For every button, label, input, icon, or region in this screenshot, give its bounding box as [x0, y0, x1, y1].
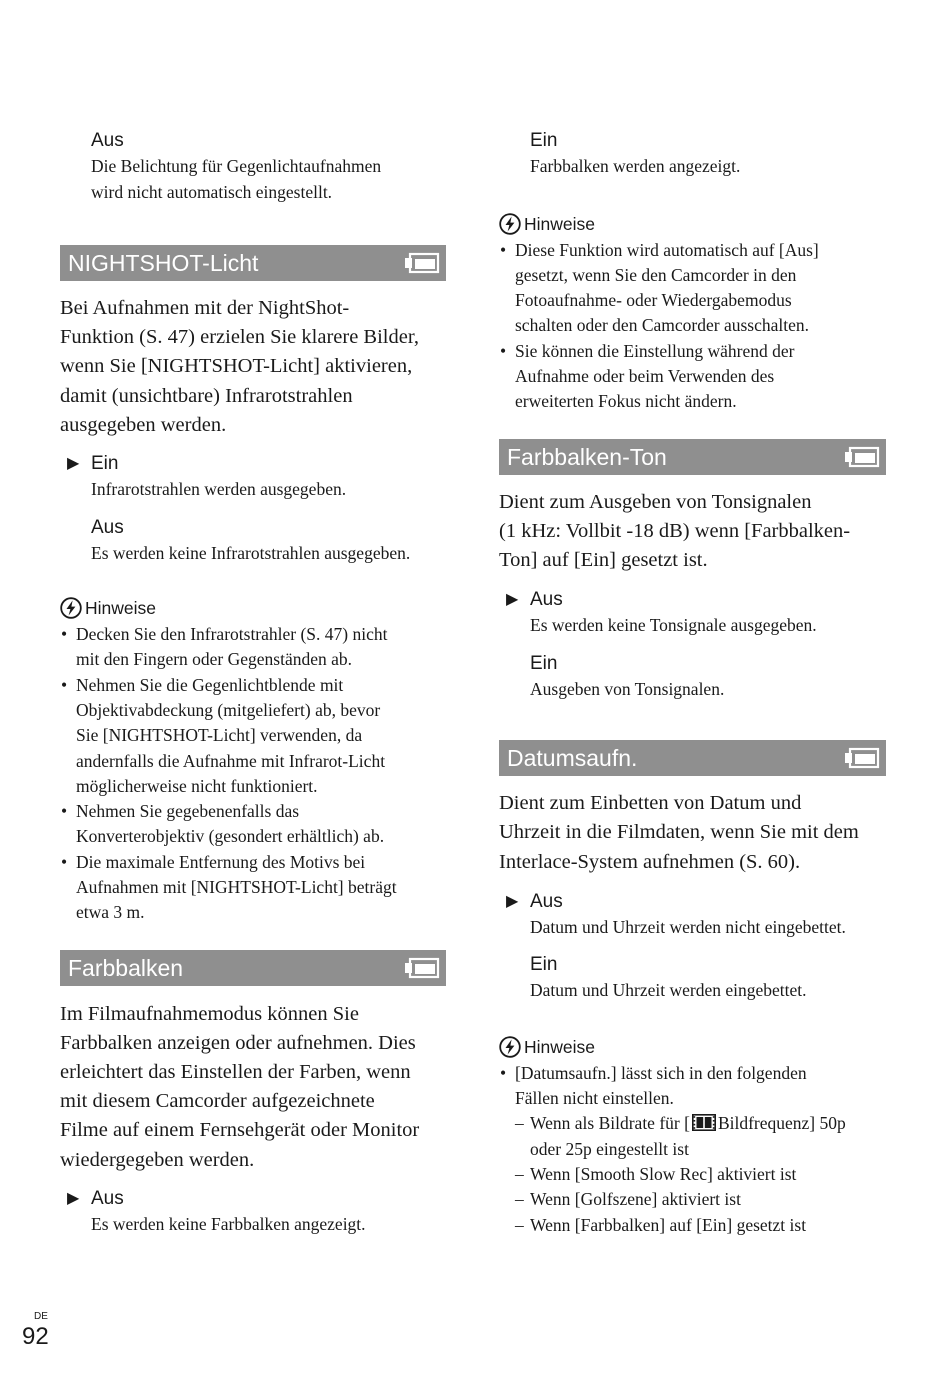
lightning-hint-icon	[499, 1036, 521, 1058]
note-item: • [Datumsaufn.] lässt sich in den folgenden Fällen nicht einstellen. – Wenn als Bildrate für [ Bildfrequenz] 50p oder 25p eingestellt ist – Wenn [Smooth Slow Rec] aktiviert ist – Wenn [Golfszene] aktiviert ist – Wenn [Farbbalken] auf [Ein] gesetzt ist	[499, 1061, 886, 1238]
option-title: Aus	[91, 516, 124, 538]
notes-heading: Hinweise	[524, 213, 595, 234]
option-aus-farbbalken-ton	[506, 587, 886, 639]
notes-nightshot	[60, 596, 446, 926]
farbbalken-ton-body: Dient zum Ausgeben von Tonsignalen (1 kHz: Vollbit -18 dB) wenn [Farbbalken- Ton] auf [Ein] gesetzt ist.	[499, 490, 851, 571]
option-ein-farbbalken	[530, 128, 886, 180]
note-item: • Nehmen Sie gegebenenfalls das Konverterobjektiv (gesondert erhältlich) ab.	[61, 801, 385, 847]
option-title: Aus	[530, 890, 563, 912]
camcorder-mode-icon	[844, 747, 880, 769]
left-column	[60, 128, 446, 1237]
section-header-nightshot	[60, 245, 446, 281]
option-title: Aus	[91, 130, 124, 151]
option-title: Ein	[530, 954, 558, 976]
section-title: Farbbalken-Ton	[507, 443, 667, 470]
option-aus-farbbalken	[67, 1186, 446, 1238]
page-footer	[22, 1311, 49, 1351]
option-title: Aus	[530, 589, 563, 611]
option-desc: Infrarotstrahlen werden ausgegeben.	[91, 479, 347, 500]
option-ein-nightshot	[67, 451, 446, 503]
option-desc: Die Belichtung für Gegenlichtaufnahmen	[91, 156, 382, 176]
option-desc: Es werden keine Farbbalken angezeigt.	[91, 1213, 366, 1234]
camcorder-mode-icon	[404, 252, 440, 274]
language-code: DE	[34, 1311, 48, 1322]
section-header-datumsaufn	[499, 740, 886, 776]
option-ein-datumsaufn	[530, 952, 886, 1004]
note-item: • Diese Funktion wird automatisch auf [Aus] gesetzt, wenn Sie den Camcorder in den Fotoaufnahme- oder Wiedergabemodus schalten oder den Camcorder ausschalten.	[500, 239, 819, 336]
option-desc: Es werden keine Infrarotstrahlen ausgegeben.	[91, 542, 411, 563]
section-header-farbbalken	[60, 950, 446, 986]
sub-note-item: – Wenn als Bildrate für [ Bildfrequenz] 50p oder 25p eingestellt ist	[515, 1113, 846, 1159]
camcorder-mode-icon	[844, 446, 880, 468]
section-header-farbbalken-ton	[499, 439, 886, 475]
option-title: Ein	[530, 652, 558, 674]
datumsaufn-body: Dient zum Einbetten von Datum und Uhrzeit in die Filmdaten, wenn Sie mit dem Interlace-System aufnehmen (S. 60).	[499, 792, 859, 873]
note-item: • Sie können die Einstellung während der Aufnahme oder beim Verwenden des erweiterten Fokus nicht ändern.	[500, 340, 795, 412]
default-marker-icon: ▶	[67, 455, 80, 473]
notes-heading: Hinweise	[524, 1036, 595, 1057]
option-desc: Datum und Uhrzeit werden nicht eingebettet.	[530, 916, 846, 937]
option-desc: wird nicht automatisch eingestellt.	[91, 181, 333, 202]
section-title: Datumsaufn.	[507, 745, 638, 772]
farbbalken-body: Im Filmaufnahmemodus können Sie Farbbalken anzeigen oder aufnehmen. Dies erleichtert das Einstellen der Farben, wenn mit diesem Camcorder aufgezeichnete Filme auf einem Fernsehgerät oder Monitor wiedergegeben werden.	[60, 1002, 420, 1171]
film-strip-icon	[692, 1114, 716, 1131]
default-marker-icon: ▶	[506, 892, 519, 910]
camcorder-mode-icon	[404, 957, 440, 979]
lightning-hint-icon	[60, 597, 82, 619]
notes-heading: Hinweise	[85, 598, 156, 619]
option-title: Ein	[530, 130, 558, 151]
sub-note-item: – Wenn [Golfszene] aktiviert ist	[515, 1189, 741, 1210]
option-title: Ein	[91, 453, 119, 475]
default-marker-icon: ▶	[67, 1189, 80, 1207]
page-number: 92	[22, 1323, 49, 1350]
right-column	[499, 128, 886, 1238]
lightning-hint-icon	[499, 213, 521, 235]
sub-note-item: – Wenn [Smooth Slow Rec] aktiviert ist	[515, 1163, 797, 1184]
section-title: Farbbalken	[68, 954, 184, 981]
option-desc: Ausgeben von Tonsignalen.	[530, 678, 725, 699]
option-aus-datumsaufn	[506, 889, 886, 941]
notes-datumsaufn	[499, 1035, 886, 1238]
option-desc: Farbbalken werden angezeigt.	[530, 156, 741, 176]
option-title: Aus	[91, 1187, 124, 1209]
section-title: NIGHTSHOT-Licht	[68, 250, 259, 276]
note-item: • Decken Sie den Infrarotstrahler (S. 47) nicht mit den Fingern oder Gegenständen ab.	[61, 624, 388, 670]
nightshot-body: Bei Aufnahmen mit der NightShot- Funktion (S. 47) erzielen Sie klarere Bilder, wenn Sie [NIGHTSHOT-Licht] aktivieren, damit (unsichtbare) Infrarotstrahlen ausgegeben werden.	[60, 297, 419, 436]
option-ein-farbbalken-ton	[530, 651, 886, 703]
option-aus-nightshot	[91, 515, 446, 567]
default-marker-icon: ▶	[506, 591, 519, 609]
notes-farbbalken	[499, 212, 886, 415]
option-desc: Datum und Uhrzeit werden eingebettet.	[530, 980, 807, 1001]
note-item: • Nehmen Sie die Gegenlichtblende mit Objektivabdeckung (mitgeliefert) ab, bevor Sie [NIGHTSHOT-Licht] verwenden, da andernfalls die Aufnahme mit Infrarot-Licht möglicherweise nicht funktioniert.	[61, 674, 386, 796]
option-aus-backlight	[91, 128, 446, 205]
note-item: • Die maximale Entfernung des Motivs bei Aufnahmen mit [NIGHTSHOT-Licht] beträgt etwa 3 m.	[61, 851, 397, 923]
option-desc: Es werden keine Tonsignale ausgegeben.	[530, 615, 817, 636]
sub-note-item: – Wenn [Farbbalken] auf [Ein] gesetzt ist	[515, 1214, 807, 1235]
